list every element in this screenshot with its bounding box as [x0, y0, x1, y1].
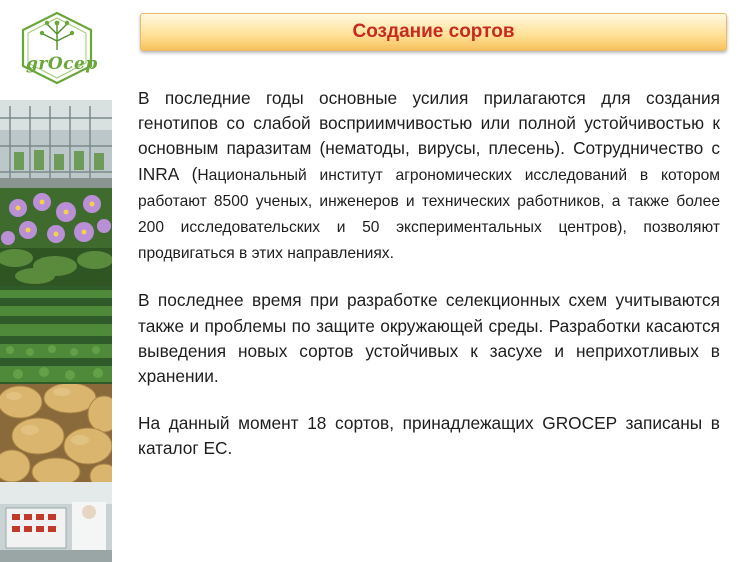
paragraph-varieties-count: На данный момент 18 сортов, принадлежащих GROCEP записаны в каталог ЕС. — [138, 413, 720, 459]
logo-text: grOcep — [26, 54, 98, 74]
paragraph-environment: В последнее время при разработке селекционных схем учитываются также и проблемы по защите окружающей среды. Разработки касаются выведения новых сортов устойчивых к засухе и неприхотливых в хранении. — [138, 290, 720, 387]
potato-flowers-photo — [0, 188, 112, 286]
potato-field-photo — [0, 286, 112, 384]
main-content — [138, 86, 720, 462]
paragraph-breeding-goals — [138, 86, 720, 266]
paragraph-text: В последние годы основные усилия прилагаются для создания генотипов со слабой восприимчивостью или полной устойчивостью к основным паразитам (нематоды, вирусы, плесень). Сотрудничество с INRA ( — [138, 88, 720, 184]
photo-strip — [0, 100, 112, 562]
lab-rack-photo — [0, 100, 112, 188]
title-bar — [140, 13, 727, 51]
laboratory-photo — [0, 482, 112, 562]
paragraph-text-inra: Национальный институт агрономических исследований в котором работают 8500 ученых, инженеров и технических работников, а также более 200 исследовательских и 50 экспериментальных центров), позволяют продвигаться в этих направлениях. — [138, 166, 721, 263]
page-title: Создание сортов — [352, 21, 515, 42]
grocep-logo — [16, 10, 98, 86]
logo-hexagon-icon — [16, 10, 98, 86]
potatoes-photo — [0, 384, 112, 482]
